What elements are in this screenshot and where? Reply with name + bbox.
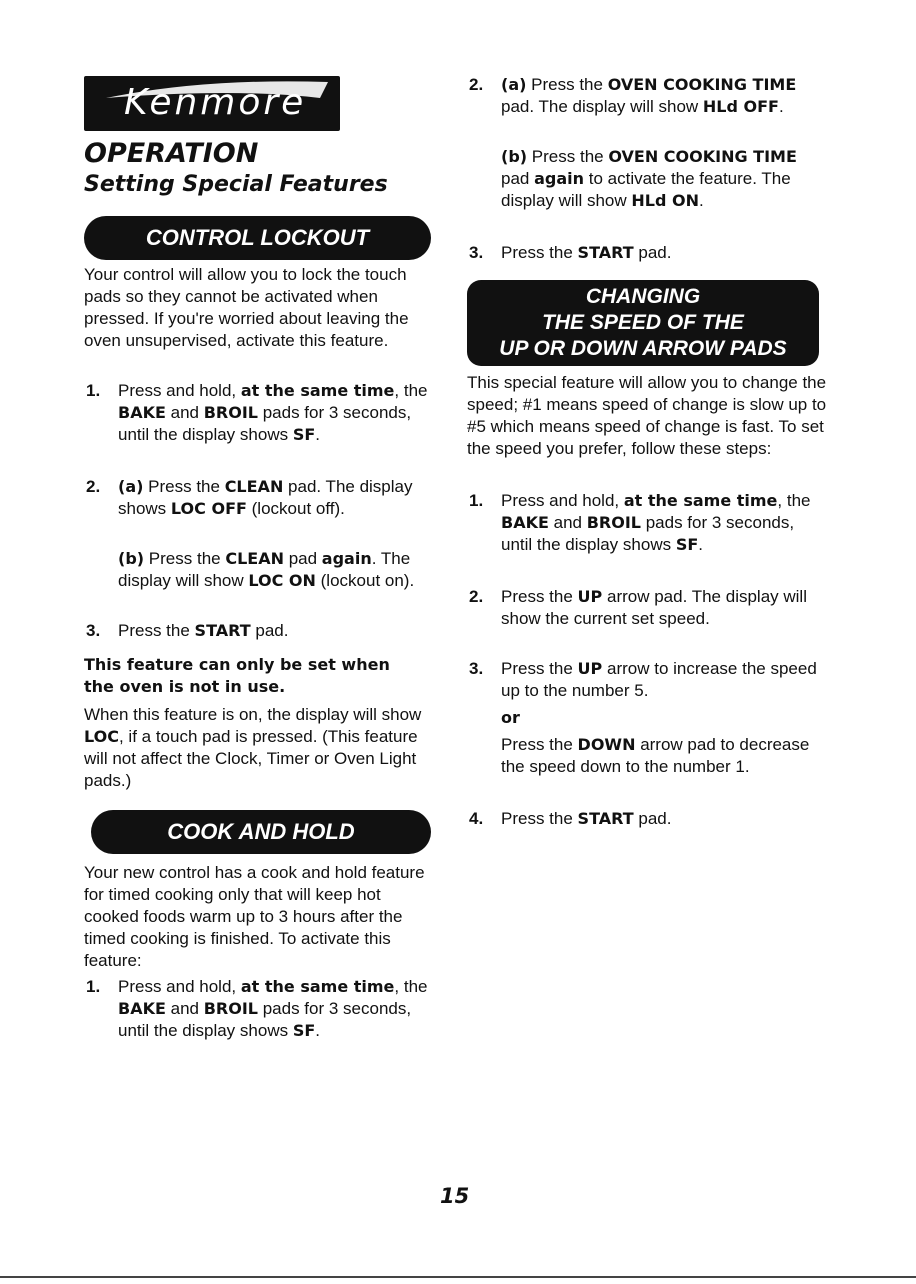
step-number: 4.: [469, 809, 484, 828]
lockout-step-3: 3. Press the START pad.: [86, 621, 289, 640]
banner-line-2: THE SPEED OF THE: [542, 311, 744, 334]
step-number: 3.: [469, 243, 484, 262]
lockout-step-2a: 2. (a) Press the CLEAN pad. The display shows LOC OFF (lockout off).: [86, 477, 413, 518]
or-label: or: [501, 708, 520, 727]
lockout-step-1: 1. Press and hold, at the same time, the BAKE and BROIL pads for 3 seconds, until the display shows SF.: [86, 381, 428, 444]
banner-line-3: UP OR DOWN ARROW PADS: [499, 337, 787, 360]
changing-speed-banner: [467, 280, 819, 366]
step-number: 1.: [469, 491, 484, 510]
kenmore-logo: [84, 76, 340, 131]
cook-hold-step-2a: 2. (a) Press the OVEN COOKING TIME pad. The display will show HLd OFF.: [469, 75, 797, 116]
step-number: 3.: [469, 659, 484, 678]
cook-and-hold-banner: COOK AND HOLD: [91, 810, 431, 854]
speed-intro: This special feature will allow you to change the speed; #1 means speed of change is slow up to #5 which means speed of change is fast. To set the speed you prefer, follow these steps:: [467, 373, 827, 458]
lockout-outro: When this feature is on, the display will show LOC, if a touch pad is pressed. (This feature will not affect the Clock, Timer or Oven Light pads.): [84, 705, 422, 790]
step-number: 2.: [86, 477, 101, 496]
logo-brand-text: Kenmore: [124, 82, 307, 123]
section-heading: OPERATION: [84, 138, 259, 169]
control-lockout-banner: CONTROL LOCKOUT: [84, 216, 431, 260]
lockout-note: This feature can only be set when the oven is not in use.: [84, 655, 390, 696]
step-number: 1.: [86, 381, 101, 400]
step-number: 2.: [469, 75, 484, 94]
speed-step-3: 3. Press the UP arrow to increase the speed up to the number 5. or Press the DOWN arrow pad to decrease the speed down to the number 1.: [469, 658, 819, 778]
step-number: 2.: [469, 587, 484, 606]
control-lockout-intro: Your control will allow you to lock the touch pads so they cannot be activated when pressed. If you're worried about leaving the oven unsupervised, activate this feature.: [84, 265, 409, 350]
speed-step-1: 1. Press and hold, at the same time, the BAKE and BROIL pads for 3 seconds, until the display shows SF.: [469, 491, 811, 554]
bottom-rule: [0, 1276, 916, 1278]
cook-hold-intro: Your new control has a cook and hold feature for timed cooking only that will keep hot cooked foods warm up to 3 hours after the timed cooking is finished. To activate this feature:: [84, 863, 425, 970]
speed-step-4: 4. Press the START pad.: [469, 809, 672, 828]
step-number: 3.: [86, 621, 101, 640]
section-subtitle: Setting Special Features: [84, 172, 388, 197]
cook-hold-step-3: 3. Press the START pad.: [469, 243, 672, 262]
step-number: 1.: [86, 977, 101, 996]
lockout-step-2b: (b) Press the CLEAN pad again. The display will show LOC ON (lockout on).: [118, 549, 415, 590]
page-number: 15: [440, 1184, 470, 1208]
banner-line-1: CHANGING: [585, 285, 701, 308]
cook-hold-step-2b: (b) Press the OVEN COOKING TIME pad again to activate the feature. The display will show HLd ON.: [501, 147, 797, 210]
speed-step-2: 2. Press the UP arrow pad. The display will show the current set speed.: [469, 587, 807, 628]
cook-hold-step-1: 1. Press and hold, at the same time, the BAKE and BROIL pads for 3 seconds, until the display shows SF.: [86, 977, 428, 1040]
